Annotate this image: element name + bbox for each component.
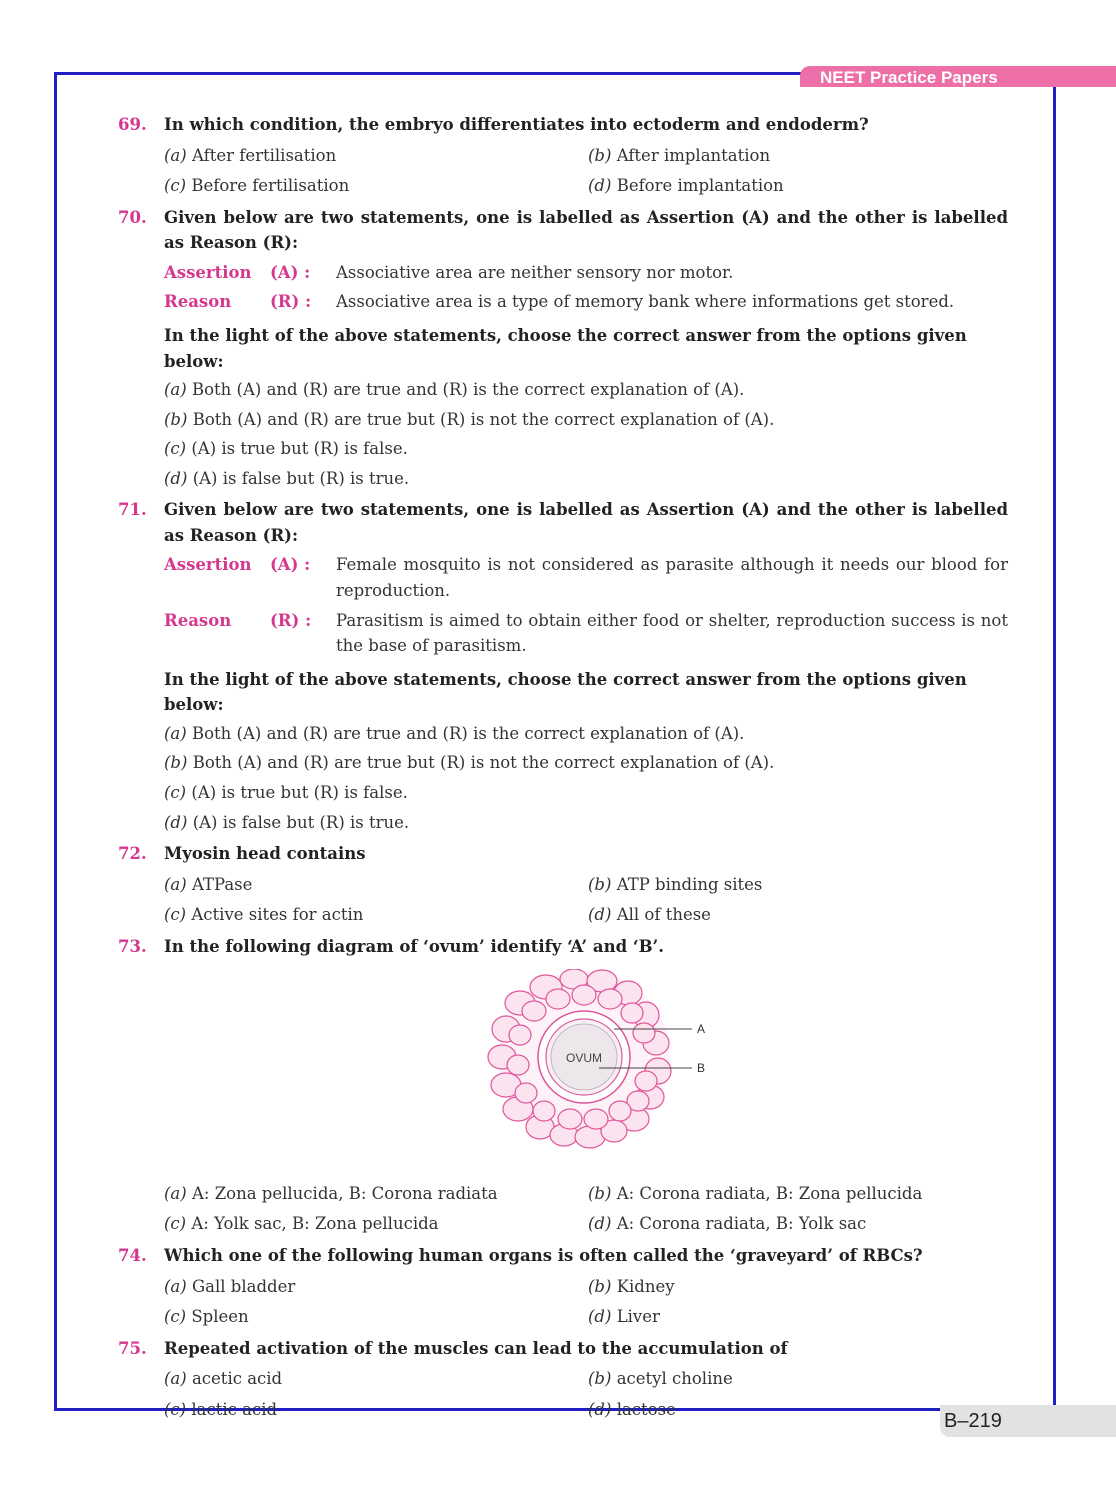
instruction: In the light of the above statements, choose the correct answer from the options given below: bbox=[164, 325, 967, 371]
instruction: In the light of the above statements, choose the correct answer from the options given below: bbox=[164, 669, 967, 715]
question-73 bbox=[118, 934, 1008, 1237]
option-c: (c) lactic acid bbox=[164, 1399, 278, 1419]
option-b: (b) Both (A) and (R) are true but (R) is not the correct explanation of (A). bbox=[164, 409, 775, 429]
option-a: (a) Both (A) and (R) are true and (R) is the correct explanation of (A). bbox=[164, 723, 745, 743]
question-71 bbox=[118, 497, 1008, 835]
assertion-row bbox=[164, 260, 1008, 286]
options bbox=[164, 1274, 1008, 1330]
question-text: Which one of the following human organs is often called the ‘graveyard’ of RBCs? bbox=[164, 1246, 923, 1265]
reason-keyword: Reason bbox=[164, 610, 232, 630]
question-text: In the following diagram of ‘ovum’ identify ‘A’ and ‘B’. bbox=[164, 936, 665, 956]
question-number: 75. bbox=[118, 1338, 147, 1358]
question-text: In which condition, the embryo differentiates into ectoderm and endoderm? bbox=[164, 115, 869, 134]
question-70 bbox=[118, 205, 1008, 492]
option-b: (b) ATP binding sites bbox=[588, 874, 763, 894]
options bbox=[164, 1181, 1008, 1237]
option-b: (b) Both (A) and (R) are true but (R) is not the correct explanation of (A). bbox=[164, 753, 775, 773]
page-number-tab bbox=[940, 1405, 1116, 1437]
option-c: (c) Active sites for actin bbox=[164, 905, 364, 925]
assertion-text: Associative area are neither sensory nor motor. bbox=[336, 262, 734, 282]
assertion-keyword: Assertion bbox=[164, 262, 252, 282]
reason-text: Associative area is a type of memory bank where informations get stored. bbox=[336, 292, 955, 312]
question-text: Given below are two statements, one is labelled as Assertion (A) and the other is labelled as Reason (R): bbox=[164, 500, 1008, 545]
option-b: (b) After implantation bbox=[588, 145, 771, 165]
question-75 bbox=[118, 1336, 1008, 1423]
ovum-diagram bbox=[434, 969, 734, 1154]
options bbox=[164, 143, 1008, 199]
reason-keyword: Reason bbox=[164, 292, 232, 312]
option-a: (a) A: Zona pellucida, B: Corona radiata bbox=[164, 1183, 498, 1203]
ovum-label: OVUM bbox=[566, 1051, 602, 1066]
option-b: (b) Kidney bbox=[588, 1276, 675, 1296]
option-a: (a) Gall bladder bbox=[164, 1276, 296, 1296]
option-d: (d) (A) is false but (R) is true. bbox=[164, 812, 410, 832]
options bbox=[164, 872, 1008, 928]
option-a: (a) acetic acid bbox=[164, 1369, 283, 1389]
reason-tag: (R) : bbox=[270, 610, 312, 630]
question-69 bbox=[118, 112, 1008, 199]
assertion-tag: (A) : bbox=[270, 555, 311, 575]
assertion-tag: (A) : bbox=[270, 262, 311, 282]
assertion-row bbox=[164, 552, 1008, 603]
reason-row bbox=[164, 289, 1008, 315]
question-number: 71. bbox=[118, 500, 147, 520]
option-c: (c) Spleen bbox=[164, 1307, 249, 1327]
question-text: Given below are two statements, one is labelled as Assertion (A) and the other is labelled as Reason (R): bbox=[164, 207, 1008, 253]
question-text: Myosin head contains bbox=[164, 844, 366, 864]
reason-row bbox=[164, 608, 1008, 659]
option-d: (d) Liver bbox=[588, 1307, 660, 1327]
question-text: Repeated activation of the muscles can lead to the accumulation of bbox=[164, 1338, 788, 1358]
options bbox=[164, 721, 1008, 835]
question-number: 74. bbox=[118, 1246, 147, 1265]
option-a: (a) After fertilisation bbox=[164, 145, 337, 165]
option-b: (b) acetyl choline bbox=[588, 1369, 733, 1389]
option-d: (d) Before implantation bbox=[588, 176, 784, 196]
question-number: 72. bbox=[118, 844, 147, 864]
option-c: (c) (A) is true but (R) is false. bbox=[164, 439, 408, 459]
options bbox=[164, 1366, 1008, 1422]
option-c: (c) Before fertilisation bbox=[164, 176, 350, 196]
page-number: B–219 bbox=[944, 1410, 1002, 1432]
option-a: (a) Both (A) and (R) are true and (R) is the correct explanation of (A). bbox=[164, 380, 745, 400]
label-b: B bbox=[697, 1061, 706, 1076]
option-d: (d) lactose bbox=[588, 1399, 676, 1419]
option-c: (c) (A) is true but (R) is false. bbox=[164, 782, 408, 802]
option-c: (c) A: Yolk sac, B: Zona pellucida bbox=[164, 1214, 439, 1234]
question-number: 69. bbox=[118, 115, 147, 134]
reason-tag: (R) : bbox=[270, 292, 312, 312]
question-number: 70. bbox=[118, 207, 147, 227]
option-d: (d) A: Corona radiata, B: Yolk sac bbox=[588, 1214, 867, 1234]
option-a: (a) ATPase bbox=[164, 874, 253, 894]
question-74 bbox=[118, 1243, 1008, 1330]
option-d: (d) All of these bbox=[588, 905, 711, 925]
option-d: (d) (A) is false but (R) is true. bbox=[164, 468, 410, 488]
header-title: NEET Practice Papers bbox=[820, 68, 998, 87]
question-72 bbox=[118, 841, 1008, 928]
options bbox=[164, 377, 1008, 491]
question-number: 73. bbox=[118, 936, 147, 956]
assertion-text: Female mosquito is not considered as parasite although it needs our blood for reproduction. bbox=[336, 555, 1008, 600]
header-tab bbox=[800, 66, 1116, 87]
question-list bbox=[118, 106, 1008, 1422]
reason-text: Parasitism is aimed to obtain either food or shelter, reproduction success is not the base of parasitism. bbox=[336, 610, 1008, 656]
label-a: A bbox=[697, 1022, 706, 1037]
option-b: (b) A: Corona radiata, B: Zona pellucida bbox=[588, 1183, 923, 1203]
assertion-keyword: Assertion bbox=[164, 555, 252, 575]
